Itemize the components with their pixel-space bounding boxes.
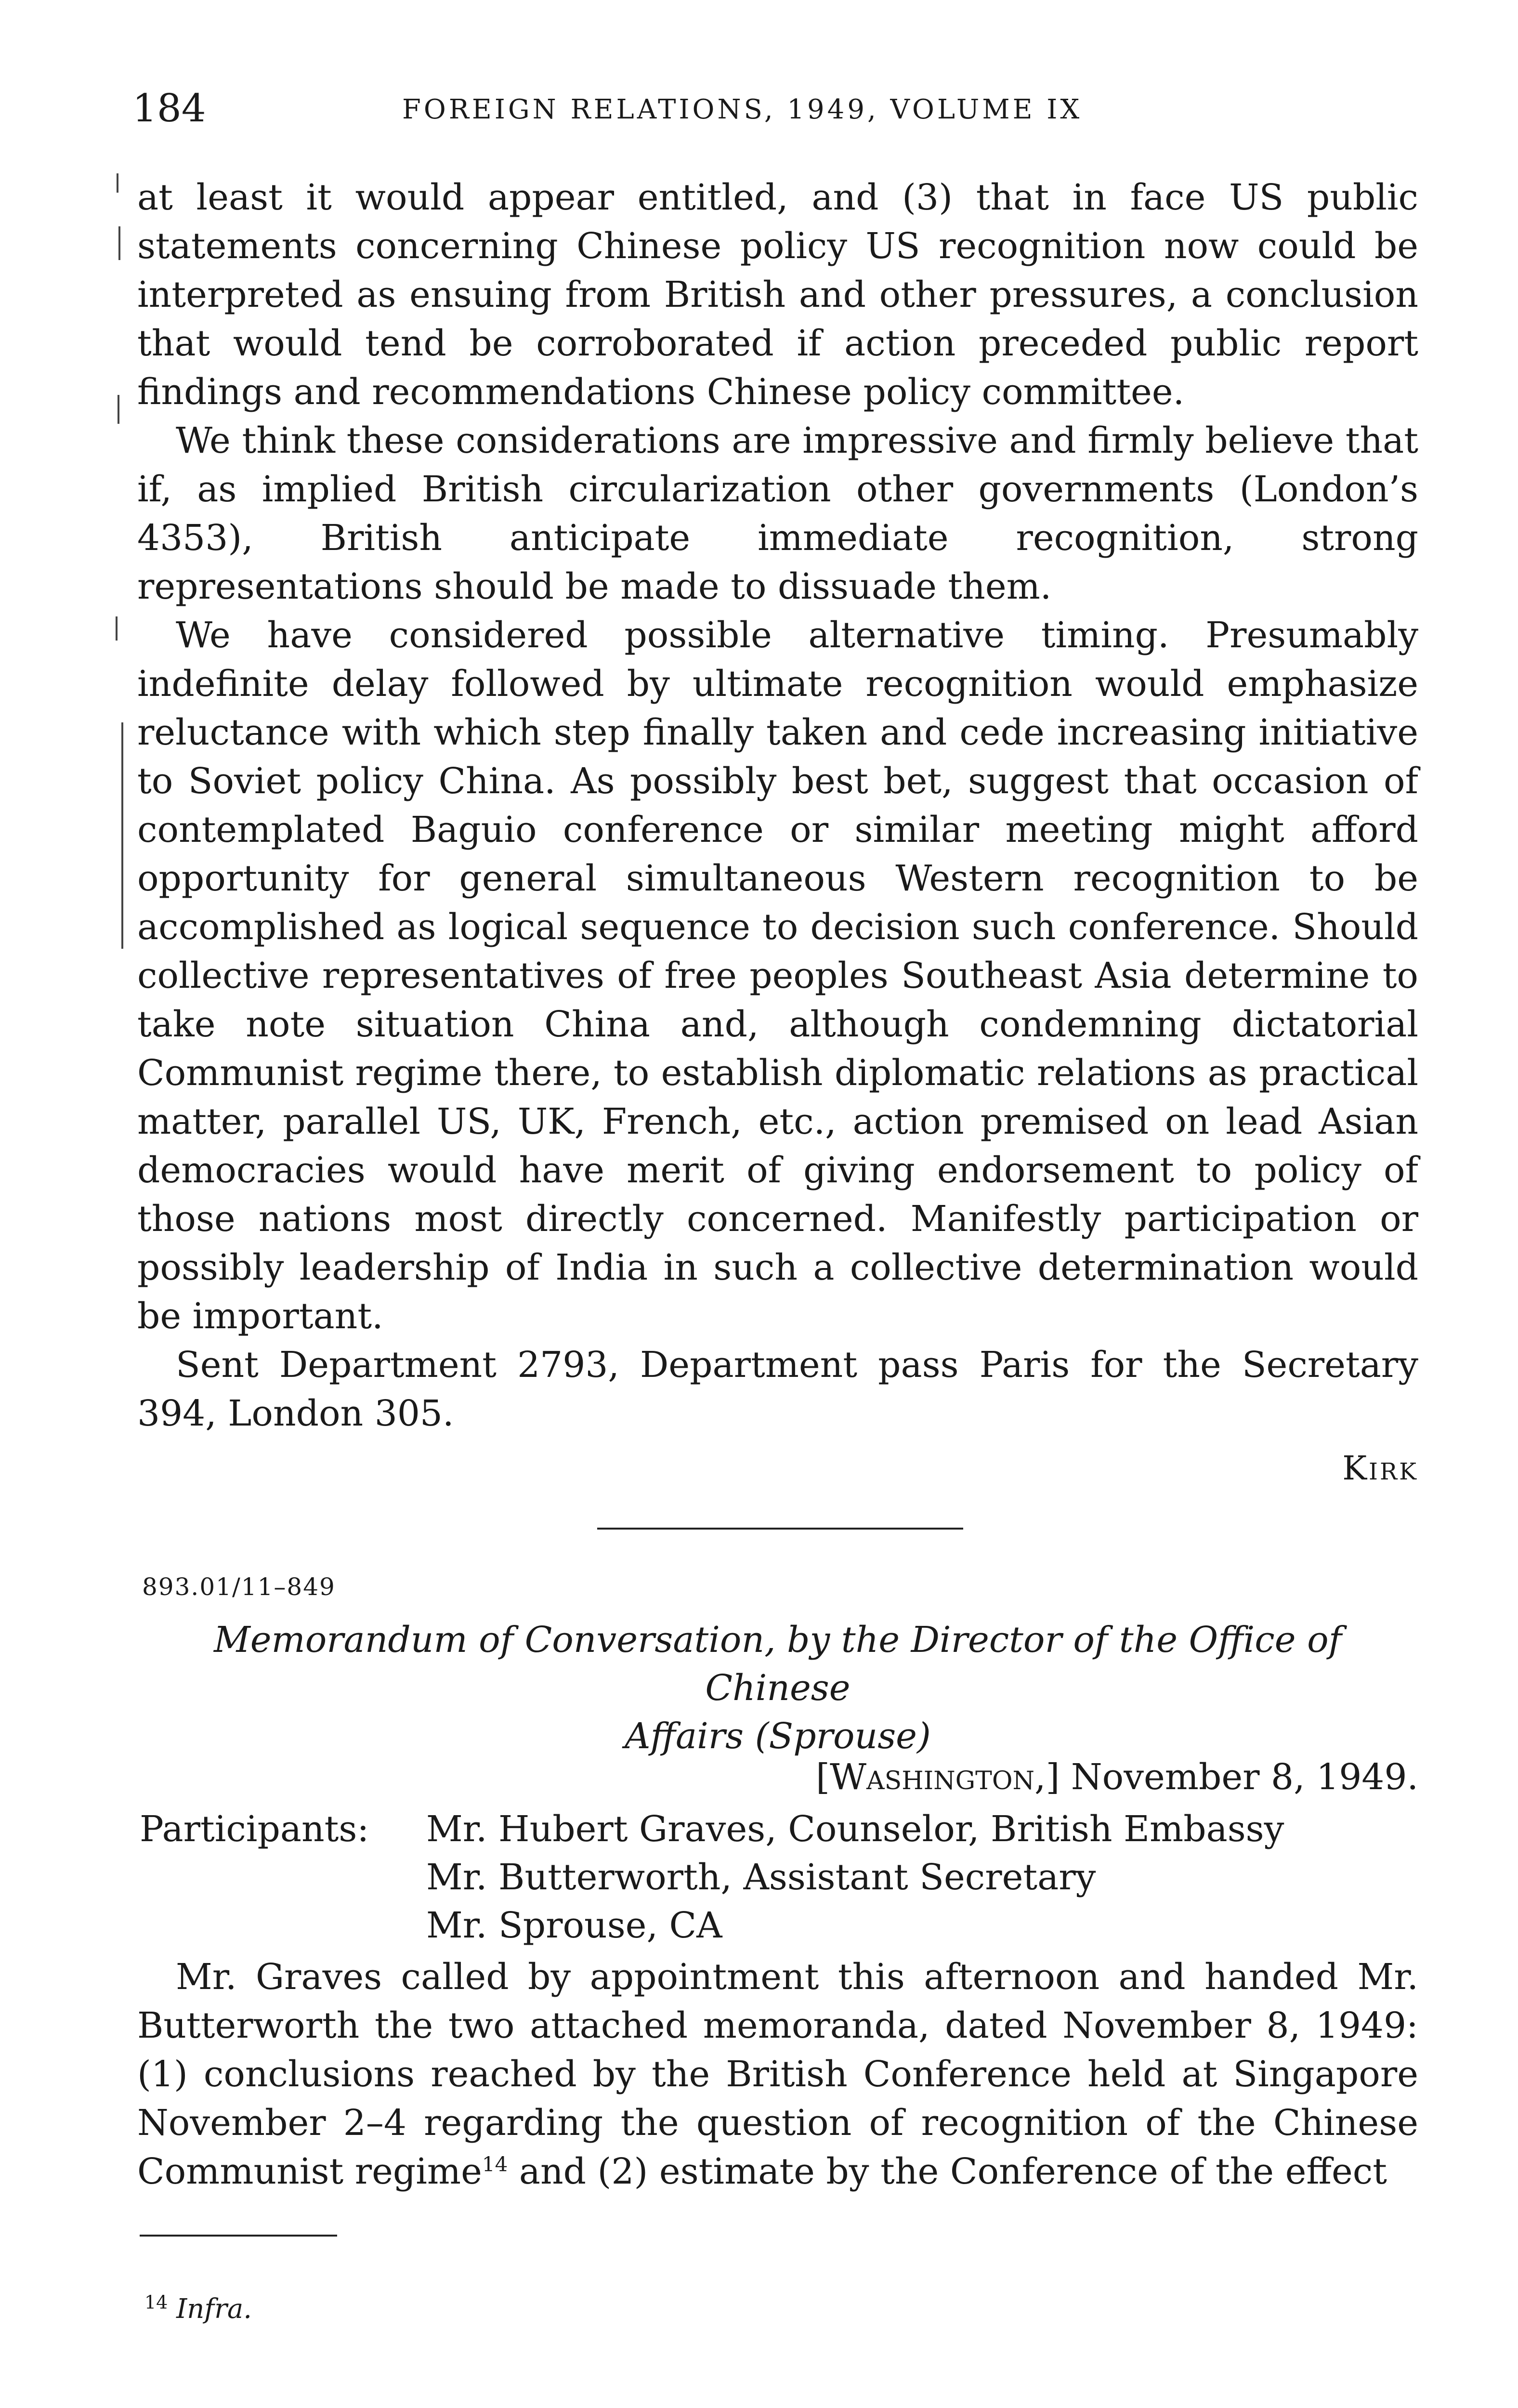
margin-mark xyxy=(118,226,120,260)
paragraph: Sent Department 2793, Department pass Paris for the Secretary 394, London 305. xyxy=(137,1344,1418,1434)
paragraph xyxy=(137,1953,1418,2196)
margin-mark xyxy=(118,395,119,424)
participants-label: Participants: xyxy=(140,1808,369,1850)
dateline xyxy=(816,1753,1418,1801)
participant: Mr. Butterworth, Assistant Secretary xyxy=(426,1857,1096,1898)
margin-mark xyxy=(116,616,118,641)
section-divider xyxy=(597,1528,963,1530)
dateline-place: [Washington,] xyxy=(816,1756,1060,1798)
paragraph: We think these considerations are impressive and firmly believe that if, as implied British circularization other governments (London’s 4353), British anticipate immediate recognition, strong representations should be made to dissuade them. xyxy=(137,420,1418,607)
margin-mark xyxy=(117,173,118,193)
page-header xyxy=(132,87,1423,130)
document-title xyxy=(140,1616,1416,1760)
memo-text: Mr. Graves called by appointment this afternoon and handed Mr. Butterworth the two attached memoranda, dated November 8, 1949: (1) conclusions reached by the British Conference held at Singapore November 2–4 regarding the question of recognition of the Chinese Communist regime xyxy=(137,1956,1418,2192)
page-number: 184 xyxy=(132,86,206,131)
document-title-line: Affairs (Sprouse) xyxy=(625,1715,931,1757)
footnote-reference: 14 xyxy=(482,2152,508,2176)
footnote-divider xyxy=(140,2235,337,2237)
letter-body xyxy=(137,173,1418,1438)
running-head: FOREIGN RELATIONS, 1949, VOLUME IX xyxy=(402,94,1083,125)
participant: Mr. Sprouse, CA xyxy=(426,1905,722,1946)
participant: Mr. Hubert Graves, Counselor, British Embassy xyxy=(426,1808,1284,1850)
memo-body xyxy=(137,1953,1418,2196)
dateline-date: November 8, 1949. xyxy=(1071,1756,1418,1798)
file-number: 893.01/11–849 xyxy=(142,1573,336,1601)
footnote xyxy=(144,2290,252,2329)
footnote-mark: 14 xyxy=(144,2291,168,2313)
paragraph: We have considered possible alternative timing. Presumably indefinite delay followed by ultimate recognition would emphasize reluctance with which step finally taken and cede increasing initiative to Soviet policy China. As possibly best bet, suggest that occasion of contemplated Baguio conference or similar meeting might afford opportunity for general simultaneous Western recognition to be accomplished as logical sequence to decision such conference. Should collective representatives of free peoples Southeast Asia determine to take note situation China and, although condemning dictatorial Communist regime there, to establish diplomatic relations as practical matter, parallel US, UK, French, etc., action premised on lead Asian democracies would have merit of giving endorsement to policy of those nations most directly concerned. Manifestly participation or possibly leadership of India in such a collective determination would be important. xyxy=(137,615,1418,1337)
margin-mark xyxy=(121,722,123,949)
footnote-text: Infra. xyxy=(176,2293,252,2325)
signature: Kirk xyxy=(1342,1450,1418,1488)
participants-list xyxy=(426,1805,1284,1950)
memo-text: and (2) estimate by the Conference of the effect xyxy=(519,2151,1387,2192)
paragraph: at least it would appear entitled, and (3) that in face US public statements concerning Chinese policy US recognition now could be interpreted as ensuing from British and other pressures, a conclusion that would tend be corroborated if action preceded public report findings and recommendations Chinese policy committee. xyxy=(137,177,1418,413)
document-title-line: Memorandum of Conversation, by the Director of the Office of Chinese xyxy=(213,1619,1342,1709)
